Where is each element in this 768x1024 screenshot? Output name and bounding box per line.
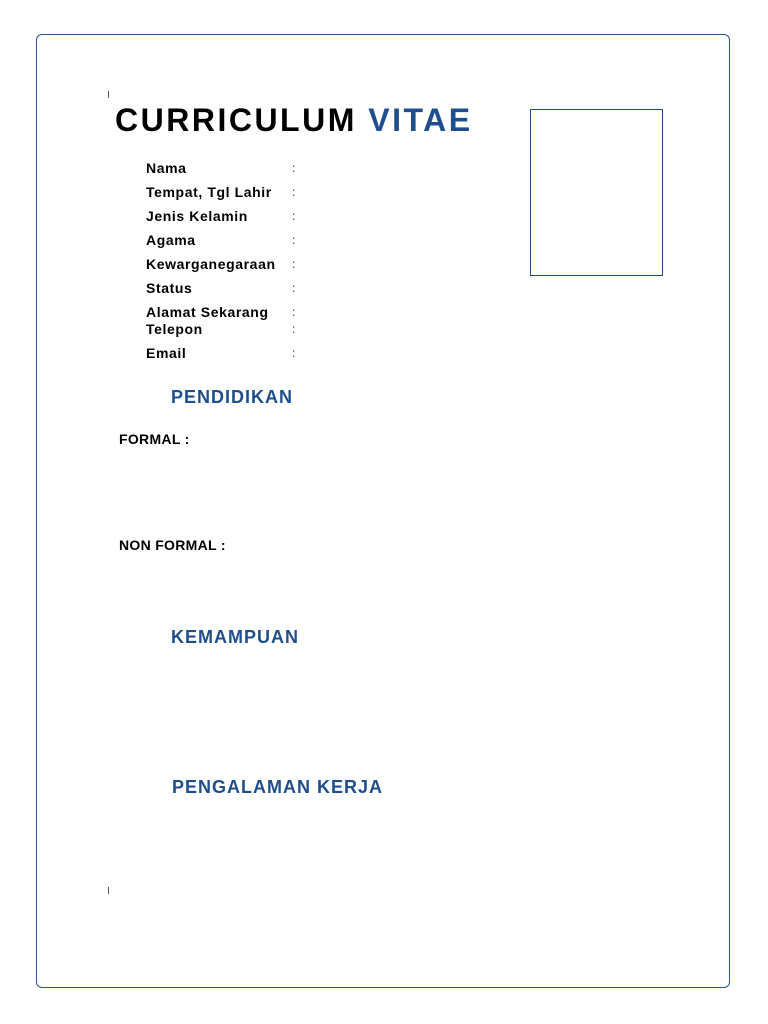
section-heading-pengalaman-kerja: PENGALAMAN KERJA (172, 777, 384, 797)
margin-mark-top (108, 91, 109, 98)
title-part-curriculum: CURRICULUM (115, 102, 357, 138)
field-colon-jenis-kelamin: : (292, 209, 296, 223)
field-label-agama: Agama (146, 232, 196, 248)
field-label-email: Email (146, 345, 187, 361)
field-colon-alamat-sekarang: : (292, 305, 296, 319)
field-label-jenis-kelamin: Jenis Kelamin (146, 208, 248, 224)
margin-mark-bottom (108, 887, 109, 894)
subheading-non-formal: NON FORMAL : (119, 537, 226, 553)
field-label-kewarganegaraan: Kewarganegaraan (146, 256, 276, 272)
field-colon-agama: : (292, 233, 296, 247)
document-title (115, 100, 473, 140)
field-colon-nama: : (292, 161, 296, 175)
field-label-telepon: Telepon (146, 321, 203, 337)
field-colon-email: : (292, 346, 296, 360)
field-colon-tempat-tgl-lahir: : (292, 185, 296, 199)
section-heading-kemampuan: KEMAMPUAN (171, 627, 299, 647)
section-heading-pendidikan: PENDIDIKAN (171, 387, 294, 407)
field-colon-kewarganegaraan: : (292, 257, 296, 271)
subheading-formal: FORMAL : (119, 431, 190, 447)
field-label-alamat-sekarang: Alamat Sekarang (146, 304, 269, 320)
title-part-vitae: VITAE (368, 102, 473, 138)
field-label-nama: Nama (146, 160, 187, 176)
photo-placeholder (530, 109, 663, 276)
field-label-status: Status (146, 280, 193, 296)
field-label-tempat-tgl-lahir: Tempat, Tgl Lahir (146, 184, 272, 200)
field-colon-telepon: : (292, 322, 296, 336)
field-colon-status: : (292, 281, 296, 295)
